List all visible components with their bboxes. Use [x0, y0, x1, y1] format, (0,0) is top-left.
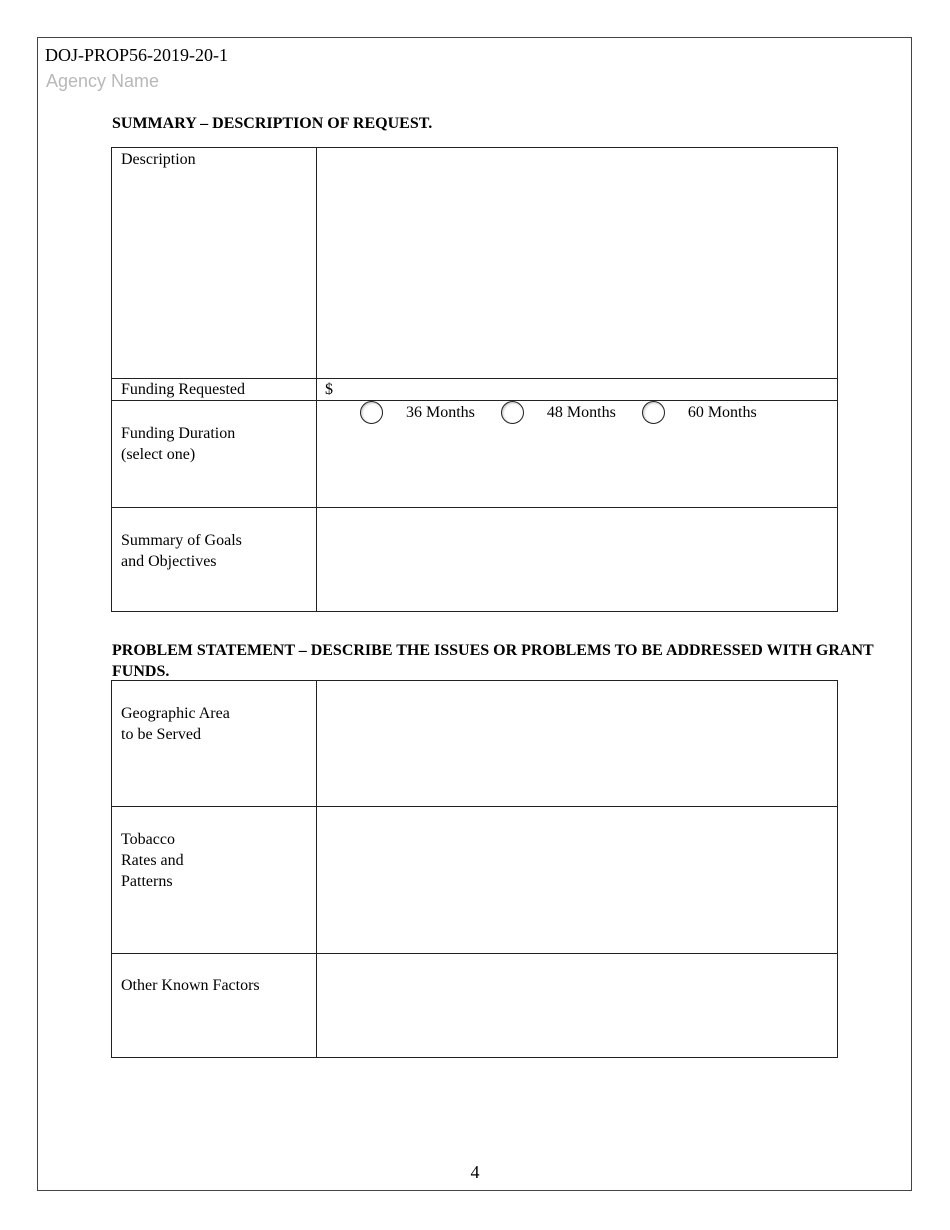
goals-label-line1: Summary of Goals — [121, 532, 242, 549]
funding-duration-options-cell — [317, 401, 838, 508]
funding-duration-row — [112, 401, 838, 508]
goals-row — [112, 508, 838, 612]
radio-36-months-label: 36 Months — [406, 404, 475, 421]
tobacco-value-cell — [317, 807, 838, 954]
funding-requested-label-cell — [112, 379, 317, 401]
goals-field[interactable] — [317, 508, 837, 552]
funding-requested-label: Funding Requested — [121, 381, 245, 398]
tobacco-label-line2: Rates and — [121, 852, 184, 869]
geo-label-cell — [112, 681, 317, 807]
funding-duration-hint: (select one) — [121, 446, 196, 463]
geo-value-cell — [317, 681, 838, 807]
other-factors-row — [112, 954, 838, 1058]
radio-36-months[interactable] — [360, 401, 383, 424]
problem-table — [111, 680, 838, 1058]
tobacco-label-cell — [112, 807, 317, 954]
other-factors-label: Other Known Factors — [121, 977, 260, 994]
tobacco-field[interactable] — [317, 807, 837, 851]
duration-option-36[interactable] — [360, 401, 475, 424]
goals-label-line2: and Objectives — [121, 553, 217, 570]
tobacco-row — [112, 807, 838, 954]
description-row — [112, 148, 838, 379]
other-factors-value-cell — [317, 954, 838, 1058]
goals-label-cell — [112, 508, 317, 612]
duration-option-60[interactable] — [642, 401, 757, 424]
radio-60-months-label: 60 Months — [687, 404, 757, 421]
funding-amount-field[interactable] — [333, 381, 837, 399]
tobacco-label-line1: Tobacco — [121, 831, 175, 848]
description-label: Description — [121, 151, 196, 168]
radio-48-months-label: 48 Months — [546, 404, 616, 421]
funding-duration-label: Funding Duration — [121, 425, 236, 442]
geo-row — [112, 681, 838, 807]
geo-label-line1: Geographic Area — [121, 705, 230, 722]
funding-duration-label-cell — [112, 401, 317, 508]
funding-requested-row — [112, 379, 838, 401]
page-number: 4 — [470, 1162, 480, 1182]
summary-table — [111, 147, 838, 612]
geo-label-line2: to be Served — [121, 726, 201, 743]
form-id: DOJ-PROP56-2019-20-1 — [45, 45, 229, 65]
geo-field[interactable] — [317, 681, 837, 725]
description-label-cell — [112, 148, 317, 379]
description-field[interactable] — [317, 148, 837, 192]
summary-heading: SUMMARY – DESCRIPTION OF REQUEST. — [112, 115, 433, 132]
radio-48-months[interactable] — [501, 401, 524, 424]
currency-symbol: $ — [325, 381, 333, 398]
goals-value-cell — [317, 508, 838, 612]
agency-name-field[interactable] — [46, 71, 346, 92]
description-value-cell — [317, 148, 838, 379]
tobacco-label-line3: Patterns — [121, 873, 173, 890]
duration-option-48[interactable] — [501, 401, 616, 424]
radio-60-months[interactable] — [642, 401, 665, 424]
problem-heading: PROBLEM STATEMENT – DESCRIBE THE ISSUES OR PROBLEMS TO BE ADDRESSED WITH GRANT FUNDS. — [112, 642, 874, 680]
funding-requested-value-cell — [317, 379, 838, 401]
other-factors-field[interactable] — [317, 954, 837, 998]
other-factors-label-cell — [112, 954, 317, 1058]
duration-radio-group — [317, 401, 837, 424]
